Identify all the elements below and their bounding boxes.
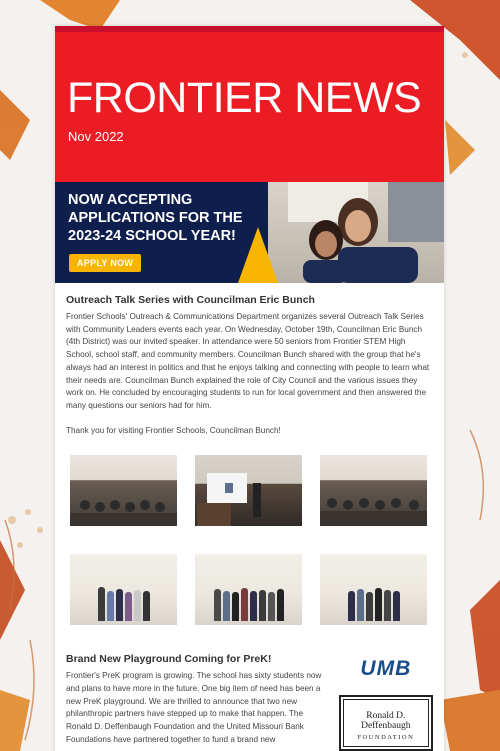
students-photo — [268, 182, 444, 283]
group-photo[interactable] — [195, 554, 302, 625]
newsletter-date: Nov 2022 — [68, 129, 124, 144]
photo-gallery — [70, 455, 433, 625]
article-heading-outreach: Outreach Talk Series with Councilman Eric Bunch — [66, 294, 315, 306]
students-illustration — [268, 182, 444, 283]
foundation-name: Ronald D. Deffenbaugh — [361, 711, 411, 732]
event-photo[interactable] — [320, 455, 427, 526]
article-body-playground: Frontier's PreK program is growing. The school has sixty students now and plans to have more in the future. One big item of need has been a new PreK playground. We are thrilled to announce that two new philanthropic partners have stepped up to make that happen. The Ronald D. Deffenbaugh Foundation and the United Missouri Bank Foundations have partnered together to fund a brand new — [66, 671, 322, 744]
article-thanks: Thank you for visiting Frontier Schools, Councilman Bunch! — [66, 425, 281, 435]
newsletter-header — [55, 32, 444, 182]
group-photo[interactable] — [320, 554, 427, 625]
apply-now-button[interactable]: APPLY NOW — [69, 254, 141, 272]
foundation-label: FOUNDATION — [357, 734, 415, 742]
playground-section — [66, 653, 433, 751]
article-body-outreach: Frontier Schools' Outreach & Communications Department organizes several Outreach Talk Series with Community Leaders events each year. On Wednesday, October 19th, Councilman Eric Bunch (4th District) was our invited speaker. In attendance were 50 seniors from Frontier STEM High School, school staff, and community members. Councilman Bunch shared with the group that he's always had an interest in politics and that he enjoys talking and connecting with people to learn what their needs are. Councilman Bunch explained the role of City Council and the various issues they work on. He concluded by encouraging students to run for local government and then answered the many questions our seniors had for him. — [66, 312, 430, 410]
deffenbaugh-foundation-logo — [339, 695, 433, 751]
event-photo[interactable] — [70, 455, 177, 526]
event-photo[interactable] — [195, 455, 302, 526]
group-photo[interactable] — [70, 554, 177, 625]
newsletter-title: FRONTIER NEWS — [67, 74, 422, 122]
article-heading-playground: Brand New Playground Coming for PreK! — [66, 653, 272, 666]
banner-headline: NOW ACCEPTING APPLICATIONS FOR THE 2023-24 SCHOOL YEAR! — [68, 192, 243, 244]
umb-logo: UMB — [360, 657, 412, 681]
enrollment-banner[interactable] — [55, 182, 444, 283]
newsletter-page — [55, 26, 444, 751]
